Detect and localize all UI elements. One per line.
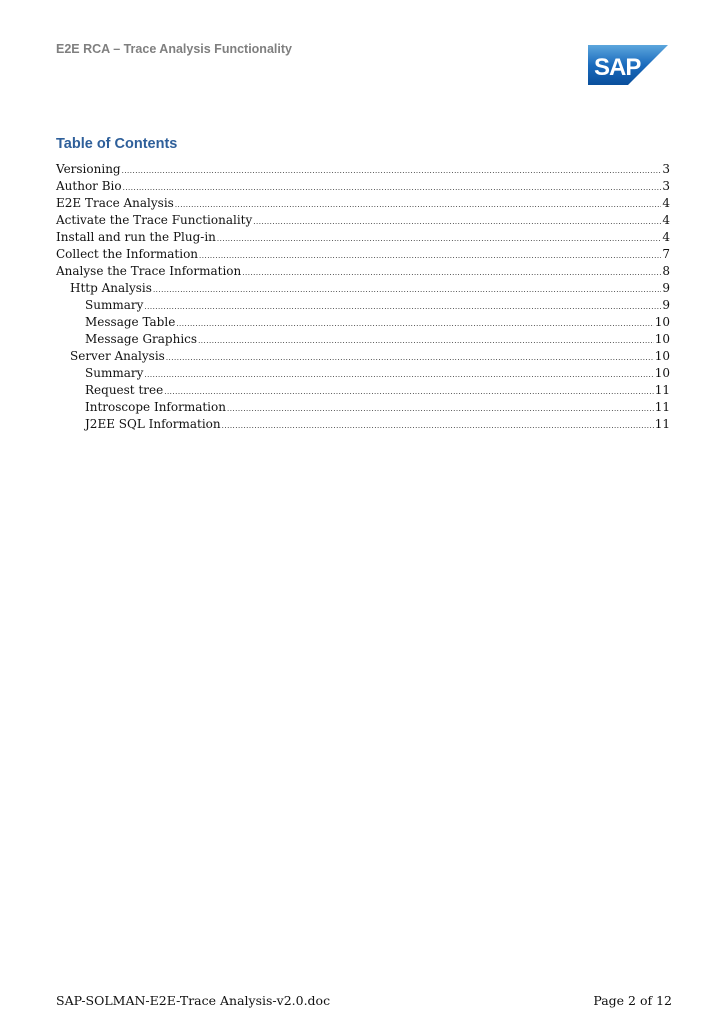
toc-entry-title: Analyse the Trace Information [56, 264, 242, 278]
toc-entry-page: 11 [654, 383, 670, 397]
toc-dot-leader [222, 418, 654, 435]
toc-list [56, 161, 670, 433]
toc-entry-title: Versioning [56, 162, 121, 176]
toc-entry-title: Activate the Trace Functionality [56, 213, 253, 227]
toc-entry-title: Summary [85, 298, 144, 312]
toc-entry-page: 10 [654, 349, 670, 363]
toc-dot-leader [144, 299, 661, 316]
toc-entry-page: 8 [662, 264, 670, 278]
toc-entry-page: 3 [662, 162, 670, 176]
toc-entry-page: 4 [662, 213, 670, 227]
toc-dot-leader [199, 248, 661, 265]
toc-entry[interactable] [56, 348, 670, 365]
toc-entry[interactable] [56, 399, 670, 416]
toc-entry[interactable] [56, 178, 670, 195]
toc-dot-leader [153, 282, 661, 299]
toc-dot-leader [176, 316, 653, 333]
toc-entry-page: 10 [654, 315, 670, 329]
toc-entry-title: Request tree [85, 383, 164, 397]
toc-entry-title: Message Table [85, 315, 176, 329]
toc-entry-page: 7 [662, 247, 670, 261]
toc-dot-leader [242, 265, 661, 282]
toc-dot-leader [198, 333, 654, 350]
footer-page-number: Page 2 of 12 [593, 993, 672, 1008]
footer-filename: SAP-SOLMAN-E2E-Trace Analysis-v2.0.doc [56, 993, 331, 1008]
toc-entry[interactable] [56, 382, 670, 399]
toc-entry-page: 9 [662, 298, 670, 312]
toc-dot-leader [166, 350, 654, 367]
toc-entry-page: 3 [662, 179, 670, 193]
toc-entry-page: 4 [662, 196, 670, 210]
toc-dot-leader [253, 214, 661, 231]
toc-entry[interactable] [56, 246, 670, 263]
toc-dot-leader [144, 367, 653, 384]
toc-entry[interactable] [56, 195, 670, 212]
toc-entry[interactable] [56, 229, 670, 246]
toc-entry-title: Introscope Information [85, 400, 226, 414]
toc-entry[interactable] [56, 212, 670, 229]
toc-entry-page: 10 [654, 366, 670, 380]
toc-entry[interactable] [56, 263, 670, 280]
toc-entry-page: 11 [654, 400, 670, 414]
toc-entry-page: 10 [654, 332, 670, 346]
toc-entry-title: Http Analysis [70, 281, 152, 295]
toc-entry[interactable] [56, 365, 670, 382]
toc-entry-title: E2E Trace Analysis [56, 196, 174, 210]
toc-entry-page: 4 [662, 230, 670, 244]
toc-entry-title: Author Bio [56, 179, 122, 193]
toc-entry-title: Install and run the Plug-in [56, 230, 216, 244]
toc-dot-leader [122, 163, 662, 180]
toc-entry-page: 11 [654, 417, 670, 431]
toc-entry[interactable] [56, 314, 670, 331]
toc-entry-title: Server Analysis [70, 349, 165, 363]
toc-entry[interactable] [56, 280, 670, 297]
toc-entry[interactable] [56, 297, 670, 314]
toc-entry-title: Collect the Information [56, 247, 199, 261]
toc-entry-title: Summary [85, 366, 144, 380]
toc-dot-leader [123, 180, 662, 197]
toc-entry-title: J2EE SQL Information [85, 417, 221, 431]
toc-entry[interactable] [56, 331, 670, 348]
sap-logo-text: SAP [594, 54, 641, 81]
sap-logo [588, 45, 668, 85]
toc-dot-leader [227, 401, 654, 418]
toc-dot-leader [164, 384, 654, 401]
toc-dot-leader [217, 231, 661, 248]
toc-entry-title: Message Graphics [85, 332, 198, 346]
toc-heading: Table of Contents [56, 136, 178, 152]
toc-entry-page: 9 [662, 281, 670, 295]
header-title: E2E RCA – Trace Analysis Functionality [56, 42, 292, 56]
toc-entry[interactable] [56, 161, 670, 178]
toc-entry[interactable] [56, 416, 670, 433]
